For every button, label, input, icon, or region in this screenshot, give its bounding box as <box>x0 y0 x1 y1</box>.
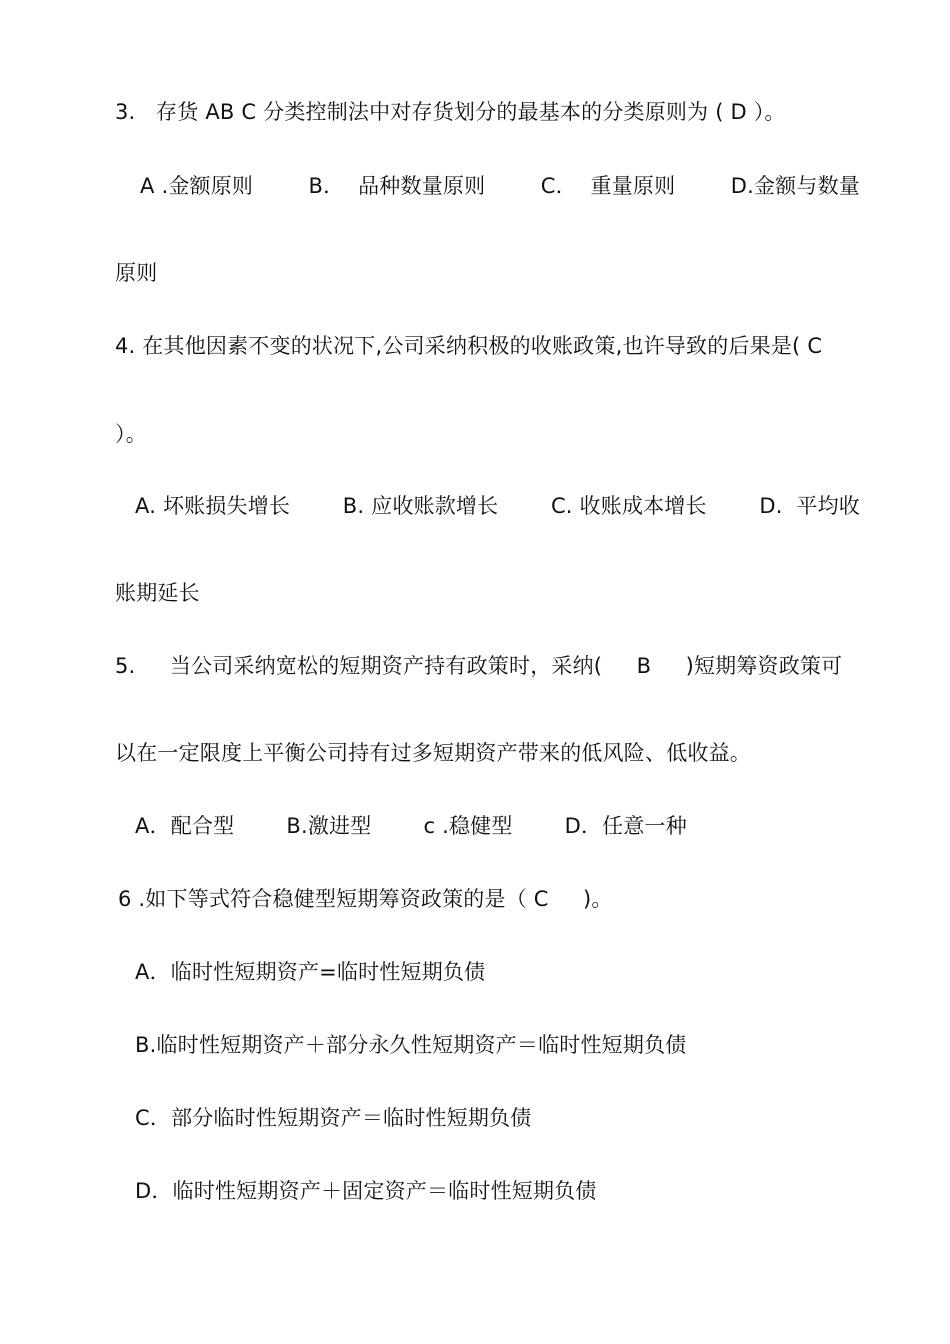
question-4-option-b: B. 应收账款增长 <box>342 494 499 518</box>
question-5-option-a: A．配合型 <box>135 814 235 838</box>
question-3-option-b: B． 品种数量原则 <box>308 174 486 198</box>
question-3-option-a: A .金额原则 <box>140 174 254 198</box>
question-5-option-b: B.激进型 <box>286 814 372 838</box>
question-4-stem-line1: 4. 在其他因素不变的状况下,公司采纳积极的收账政策,也许导致的后果是( C <box>115 334 823 358</box>
question-3-option-c: C． 重量原则 <box>540 174 676 198</box>
question-6-option-b: B.临时性短期资产＋部分永久性短期资产＝临时性短期负债 <box>135 1033 687 1057</box>
question-4-options <box>135 492 860 520</box>
question-4-option-a: A. 坏账损失增长 <box>135 494 291 518</box>
question-6-option-a: A．临时性短期资产=临时性短期负债 <box>135 960 486 984</box>
question-4-option-d: D. 平均收 <box>759 494 860 518</box>
question-5-stem-line1: 5. 当公司采纳宽松的短期资产持有政策时，采纳( B )短期筹资政策可 <box>115 654 843 678</box>
question-6-option-c: C．部分临时性短期资产＝临时性短期负债 <box>135 1106 532 1130</box>
question-3-option-d-continuation: 原则 <box>115 261 158 285</box>
question-5-option-d: D．任意一种 <box>564 814 687 838</box>
question-4-stem-line2: ）。 <box>115 422 147 446</box>
question-3-options <box>140 172 860 200</box>
question-3-stem: 3. 存货 AB C 分类控制法中对存货划分的最基本的分类原则为 ( D ）。 <box>115 100 786 124</box>
question-5-options <box>135 812 687 840</box>
question-6-option-d: D．临时性短期资产＋固定资产＝临时性短期负债 <box>135 1179 597 1203</box>
question-5-stem-line2: 以在一定限度上平衡公司持有过多短期资产带来的低风险、低收益。 <box>115 741 751 765</box>
question-4-option-c: C. 收账成本增长 <box>550 494 707 518</box>
question-4-option-d-continuation: 账期延长 <box>115 581 200 605</box>
question-6-stem: 6 .如下等式符合稳健型短期筹资政策的是（ C )。 <box>118 887 613 911</box>
question-5-option-c: c .稳健型 <box>423 814 513 838</box>
question-3-option-d: D.金额与数量 <box>730 174 860 198</box>
